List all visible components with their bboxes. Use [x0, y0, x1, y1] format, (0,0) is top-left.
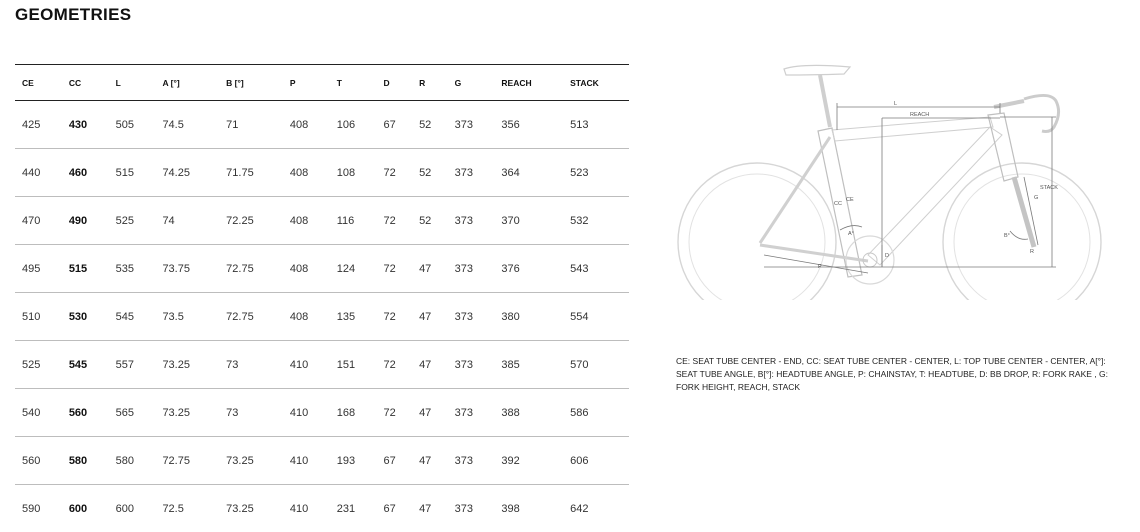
table-cell: 410 [283, 389, 330, 437]
table-cell: 590 [15, 485, 62, 532]
label-g: G [1034, 195, 1038, 201]
table-row [15, 245, 629, 293]
table-cell: 72.75 [155, 437, 219, 485]
table-cell: 67 [377, 437, 413, 485]
table-cell: 47 [412, 293, 448, 341]
table-row [15, 293, 629, 341]
table-cell: 545 [62, 341, 109, 389]
table-cell: 470 [15, 197, 62, 245]
table-cell: 71 [219, 101, 283, 149]
table-cell: 373 [448, 293, 495, 341]
table-cell: 364 [494, 149, 563, 197]
table-cell: 376 [494, 245, 563, 293]
table-cell: 47 [412, 389, 448, 437]
table-cell: 586 [563, 389, 629, 437]
table-cell: 72.75 [219, 245, 283, 293]
table-cell: 72 [377, 197, 413, 245]
column-header: P [283, 65, 330, 101]
label-l: L [894, 101, 897, 107]
table-cell: 373 [448, 437, 495, 485]
table-cell: 606 [563, 437, 629, 485]
column-header: REACH [494, 65, 563, 101]
column-header: L [109, 65, 156, 101]
column-header: R [412, 65, 448, 101]
label-cc: CC [834, 201, 842, 207]
table-cell: 525 [15, 341, 62, 389]
table-header-row [15, 65, 629, 101]
table-cell: 425 [15, 101, 62, 149]
table-cell: 515 [109, 149, 156, 197]
rear-wheel [678, 163, 836, 300]
table-cell: 408 [283, 101, 330, 149]
geometry-table [15, 64, 629, 532]
table-cell: 505 [109, 101, 156, 149]
table-cell: 440 [15, 149, 62, 197]
table-cell: 373 [448, 389, 495, 437]
table-cell: 565 [109, 389, 156, 437]
bike-geometry-diagram [672, 55, 1134, 300]
table-cell: 373 [448, 149, 495, 197]
table-cell: 72 [377, 293, 413, 341]
column-header: CE [15, 65, 62, 101]
table-cell: 388 [494, 389, 563, 437]
table-row [15, 101, 629, 149]
table-row [15, 149, 629, 197]
table-cell: 47 [412, 437, 448, 485]
table-cell: 72.5 [155, 485, 219, 532]
handlebar [1024, 95, 1059, 131]
table-cell: 370 [494, 197, 563, 245]
table-cell: 410 [283, 485, 330, 532]
table-cell: 74.25 [155, 149, 219, 197]
table-cell: 523 [563, 149, 629, 197]
table-cell: 540 [15, 389, 62, 437]
table-cell: 373 [448, 341, 495, 389]
label-r: R [1030, 249, 1034, 255]
table-cell: 408 [283, 293, 330, 341]
column-header: B [°] [219, 65, 283, 101]
column-header: CC [62, 65, 109, 101]
table-cell: 410 [283, 437, 330, 485]
table-cell: 398 [494, 485, 563, 532]
table-cell: 385 [494, 341, 563, 389]
table-cell: 108 [330, 149, 377, 197]
table-cell: 495 [15, 245, 62, 293]
table-cell: 74.5 [155, 101, 219, 149]
table-cell: 380 [494, 293, 563, 341]
table-cell: 135 [330, 293, 377, 341]
column-header: G [448, 65, 495, 101]
chainstay [760, 245, 868, 261]
table-cell: 600 [109, 485, 156, 532]
table-cell: 373 [448, 197, 495, 245]
table-row [15, 389, 629, 437]
page-title: GEOMETRIES [15, 5, 131, 25]
table-cell: 106 [330, 101, 377, 149]
saddle [784, 65, 850, 75]
table-cell: 47 [412, 341, 448, 389]
label-a: A° [848, 231, 854, 237]
table-cell: 600 [62, 485, 109, 532]
table-cell: 124 [330, 245, 377, 293]
table-cell: 392 [494, 437, 563, 485]
table-cell: 72 [377, 389, 413, 437]
table-cell: 410 [283, 341, 330, 389]
head-tube [988, 113, 1018, 181]
table-cell: 557 [109, 341, 156, 389]
table-cell: 515 [62, 245, 109, 293]
label-d: D [885, 253, 889, 259]
table-cell: 72 [377, 245, 413, 293]
column-header: STACK [563, 65, 629, 101]
table-cell: 373 [448, 245, 495, 293]
table-cell: 72.75 [219, 293, 283, 341]
table-cell: 72 [377, 149, 413, 197]
table-cell: 52 [412, 101, 448, 149]
front-wheel-rim [954, 174, 1090, 300]
label-ce: CE [846, 197, 854, 203]
table-cell: 168 [330, 389, 377, 437]
table-cell: 430 [62, 101, 109, 149]
table-cell: 543 [563, 245, 629, 293]
table-cell: 513 [563, 101, 629, 149]
geometry-legend-caption: CE: SEAT TUBE CENTER - END, CC: SEAT TUBE CENTER - CENTER, L: TOP TUBE CENTER - CENTER, A[°]: SEAT TUBE ANGLE, B[°]: HEADTUBE ANGLE, P: CHAINSTAY, T: HEADTUBE, D: BB DROP, R: FORK RAKE , G: FORK HEIGHT, REACH, STACK [676, 355, 1126, 394]
front-wheel [943, 163, 1101, 300]
table-cell: 510 [15, 293, 62, 341]
label-reach: REACH [910, 112, 929, 118]
dim-b-arc [1010, 231, 1028, 239]
table-cell: 74 [155, 197, 219, 245]
table-cell: 373 [448, 101, 495, 149]
table-cell: 545 [109, 293, 156, 341]
label-p: P [818, 264, 822, 270]
table-cell: 560 [62, 389, 109, 437]
column-header: D [377, 65, 413, 101]
table-cell: 71.75 [219, 149, 283, 197]
table-cell: 460 [62, 149, 109, 197]
table-cell: 535 [109, 245, 156, 293]
table-cell: 525 [109, 197, 156, 245]
table-cell: 67 [377, 485, 413, 532]
table-cell: 231 [330, 485, 377, 532]
table-cell: 532 [563, 197, 629, 245]
table-body [15, 101, 629, 532]
seatpost [820, 75, 830, 127]
table-cell: 73.5 [155, 293, 219, 341]
table-row [15, 341, 629, 389]
table-cell: 73.25 [219, 485, 283, 532]
table-cell: 530 [62, 293, 109, 341]
table-cell: 580 [109, 437, 156, 485]
table-row [15, 197, 629, 245]
table-cell: 151 [330, 341, 377, 389]
table-cell: 67 [377, 101, 413, 149]
dim-a-arc [840, 226, 862, 230]
table-cell: 73.25 [155, 341, 219, 389]
table-cell: 52 [412, 197, 448, 245]
table-cell: 73.25 [219, 437, 283, 485]
column-header: A [°] [155, 65, 219, 101]
table-cell: 52 [412, 149, 448, 197]
table-cell: 72.25 [219, 197, 283, 245]
table-cell: 116 [330, 197, 377, 245]
label-b: B° [1004, 233, 1010, 239]
table-cell: 642 [563, 485, 629, 532]
table-row [15, 437, 629, 485]
table-cell: 490 [62, 197, 109, 245]
table-cell: 47 [412, 245, 448, 293]
table-cell: 580 [62, 437, 109, 485]
label-stack: STACK [1040, 185, 1058, 191]
table-cell: 570 [563, 341, 629, 389]
column-header: T [330, 65, 377, 101]
seatstay [760, 137, 830, 243]
table-cell: 193 [330, 437, 377, 485]
table-cell: 356 [494, 101, 563, 149]
stem [994, 101, 1024, 107]
table-cell: 373 [448, 485, 495, 532]
table-cell: 73 [219, 389, 283, 437]
table-cell: 73 [219, 341, 283, 389]
table-cell: 47 [412, 485, 448, 532]
table-cell: 554 [563, 293, 629, 341]
table-cell: 408 [283, 149, 330, 197]
table-cell: 560 [15, 437, 62, 485]
table-cell: 73.25 [155, 389, 219, 437]
table-cell: 408 [283, 197, 330, 245]
rear-wheel-rim [689, 174, 825, 300]
table-cell: 73.75 [155, 245, 219, 293]
top-tube [832, 117, 993, 141]
table-cell: 408 [283, 245, 330, 293]
table-cell: 72 [377, 341, 413, 389]
